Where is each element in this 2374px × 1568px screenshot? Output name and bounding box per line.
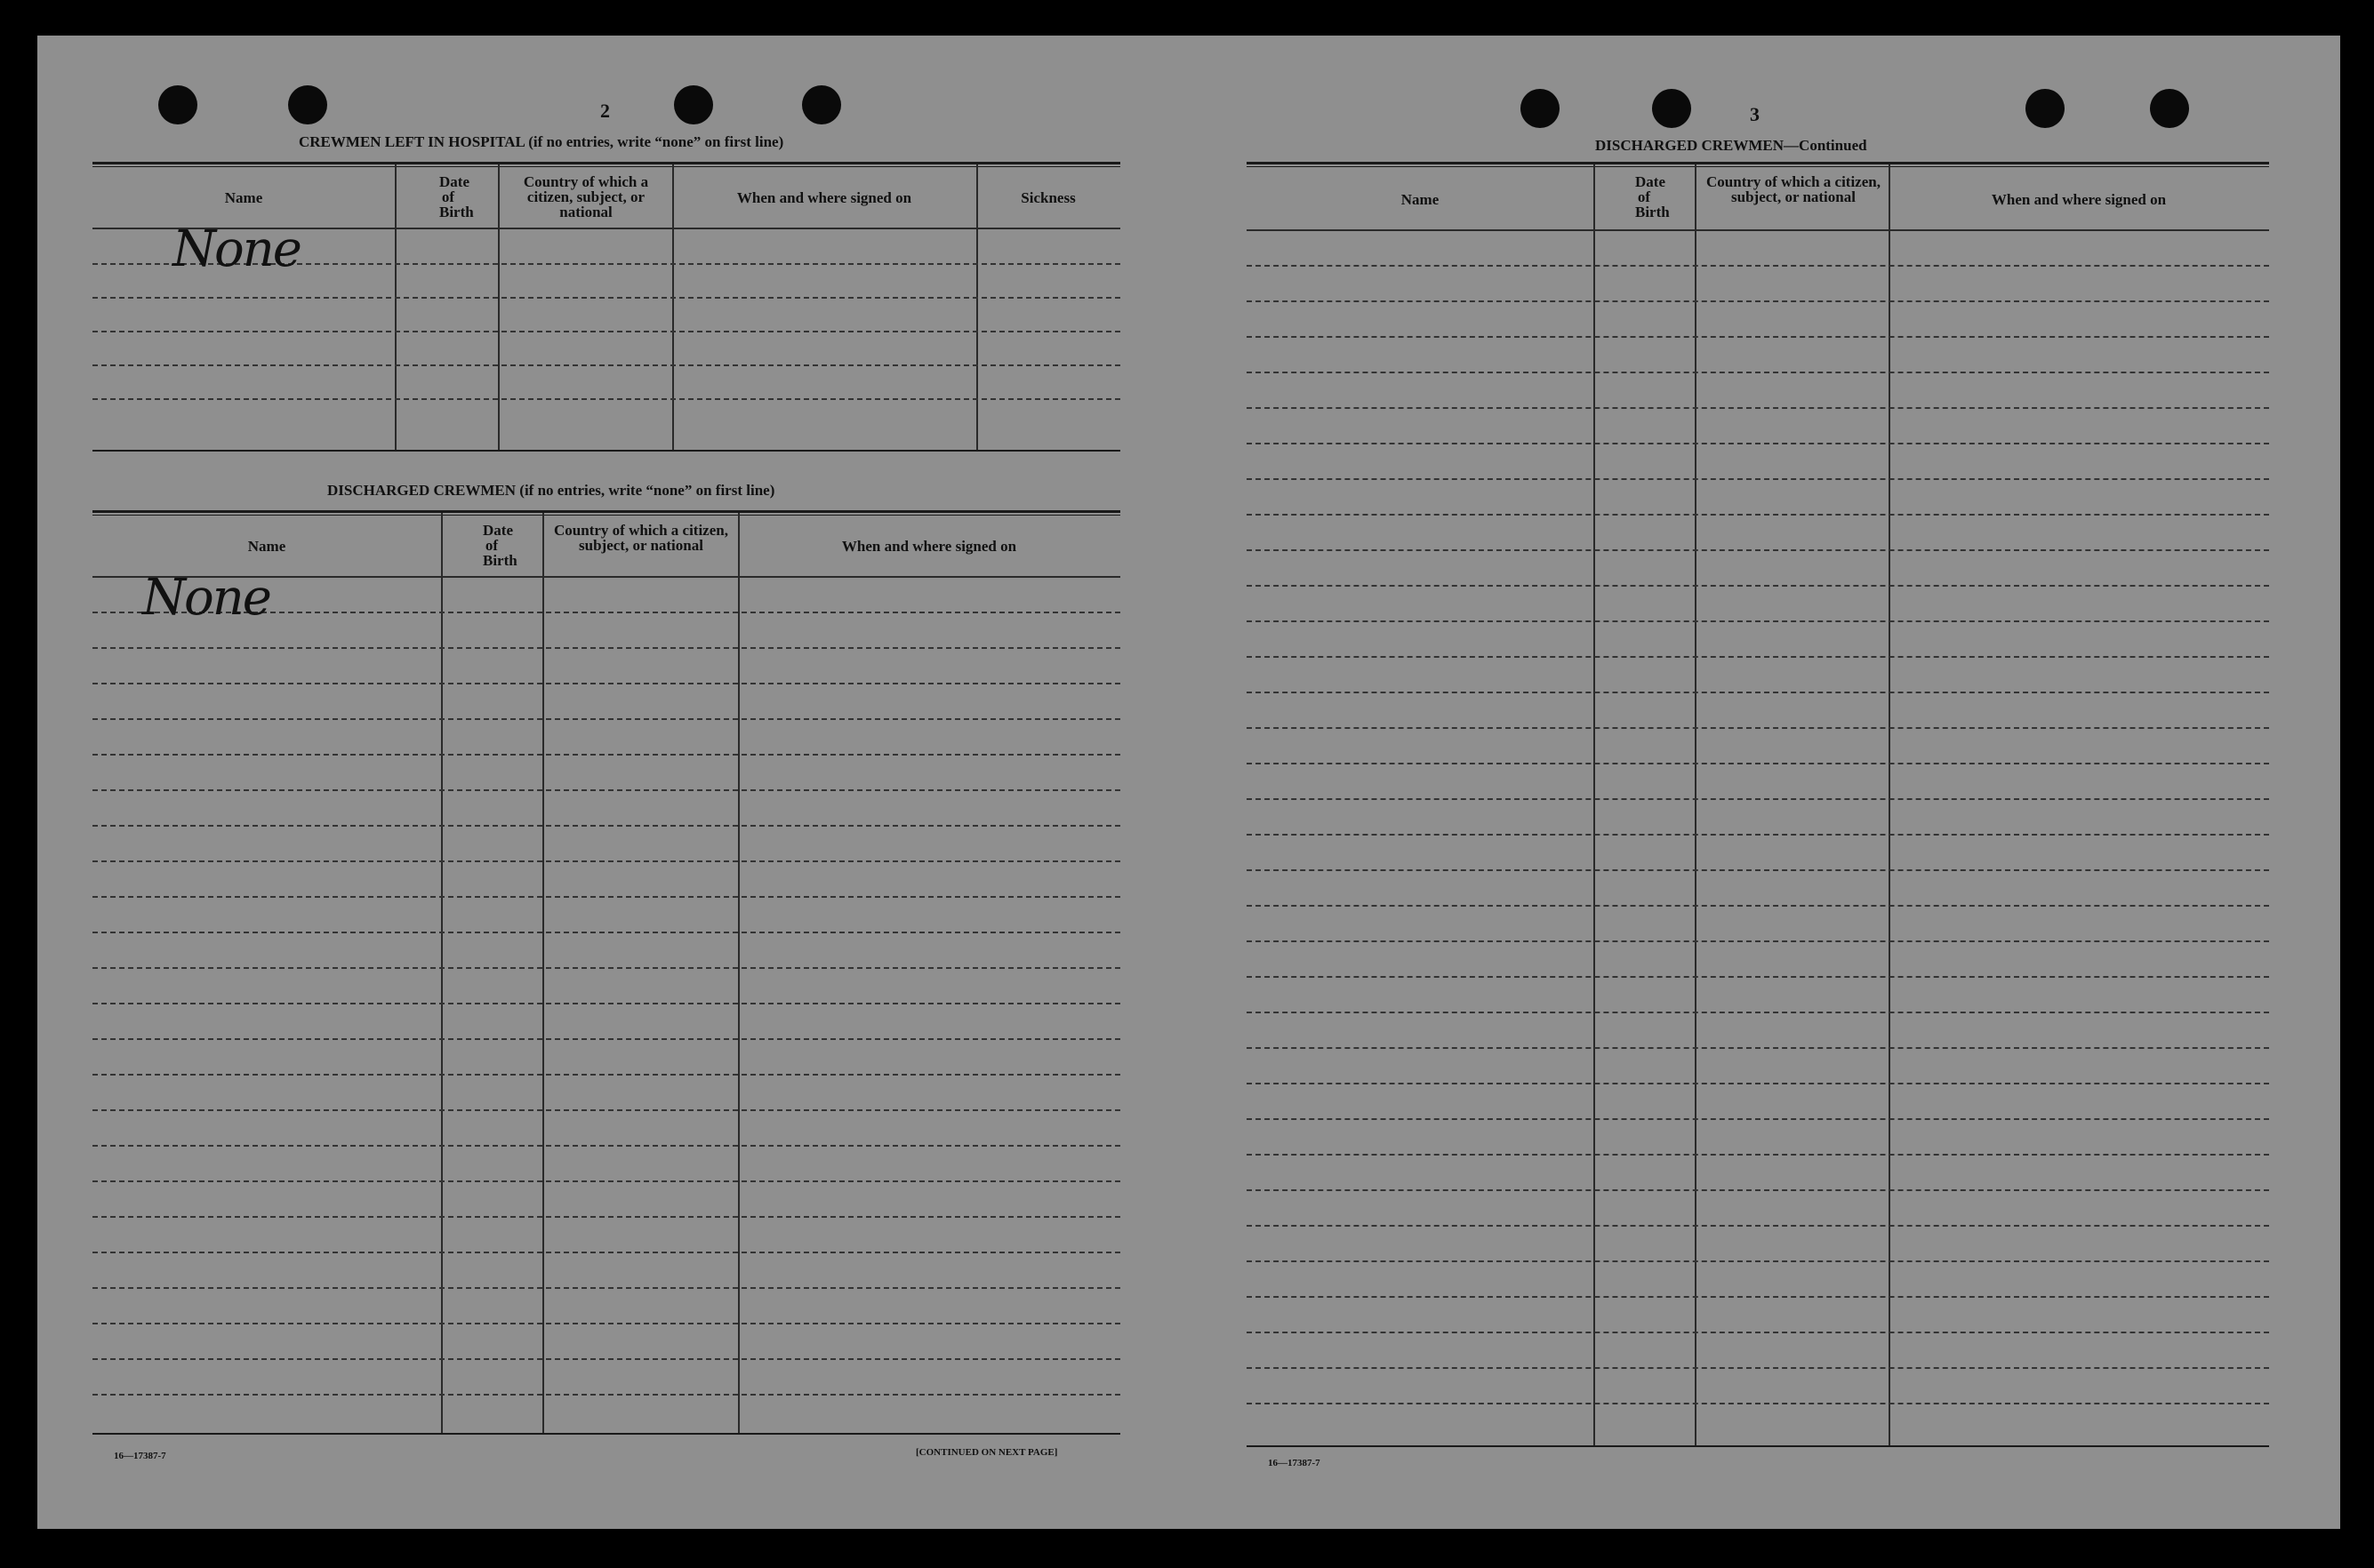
page-number: 2 — [600, 100, 610, 122]
punch-hole — [158, 85, 197, 124]
hospital-table — [92, 162, 1120, 452]
punch-hole — [1652, 89, 1691, 128]
col-header-when: When and where signed on — [736, 189, 912, 206]
hospital-section-title: CREWMEN LEFT IN HOSPITAL (if no entries, write “none” on first line) — [299, 133, 784, 150]
discharged-section-title: DISCHARGED CREWMEN (if no entries, write “none” on first line) — [327, 482, 775, 499]
punch-hole — [802, 85, 841, 124]
col-header-dob: Date of Birth — [1635, 173, 1670, 220]
col-header-name: Name — [1400, 191, 1440, 208]
handwritten-entry: None — [142, 569, 270, 627]
discharged-continued-title: DISCHARGED CREWMEN—Continued — [1595, 137, 1867, 154]
page-number: 3 — [1750, 103, 1760, 125]
handwritten-entry: None — [172, 220, 301, 278]
punch-hole — [2150, 89, 2189, 128]
col-header-when: When and where signed on — [841, 538, 1017, 555]
col-header-when: When and where signed on — [1991, 191, 2167, 208]
col-header-dob: Date of Birth — [483, 522, 517, 569]
document-sheet — [37, 36, 2340, 1529]
col-header-country: Country of which a citizen, subject, or national — [523, 173, 649, 220]
col-header-dob: Date of Birth — [439, 173, 474, 220]
punch-hole — [674, 85, 713, 124]
form-number: 16—17387-7 — [114, 1451, 166, 1461]
col-header-name: Name — [224, 189, 263, 206]
col-header-country: Country of which a citizen, subject, or national — [1706, 173, 1881, 205]
punch-hole — [1520, 89, 1560, 128]
discharged-table — [92, 510, 1120, 1435]
punch-hole — [288, 85, 327, 124]
discharged-continued-table — [1247, 162, 2269, 1447]
form-number: 16—17387-7 — [1268, 1458, 1320, 1468]
punch-hole — [2025, 89, 2065, 128]
continued-note: [CONTINUED ON NEXT PAGE] — [916, 1447, 1058, 1458]
col-header-sickness: Sickness — [1021, 189, 1076, 206]
col-header-country: Country of which a citizen, subject, or national — [554, 522, 728, 554]
col-header-name: Name — [247, 538, 286, 555]
